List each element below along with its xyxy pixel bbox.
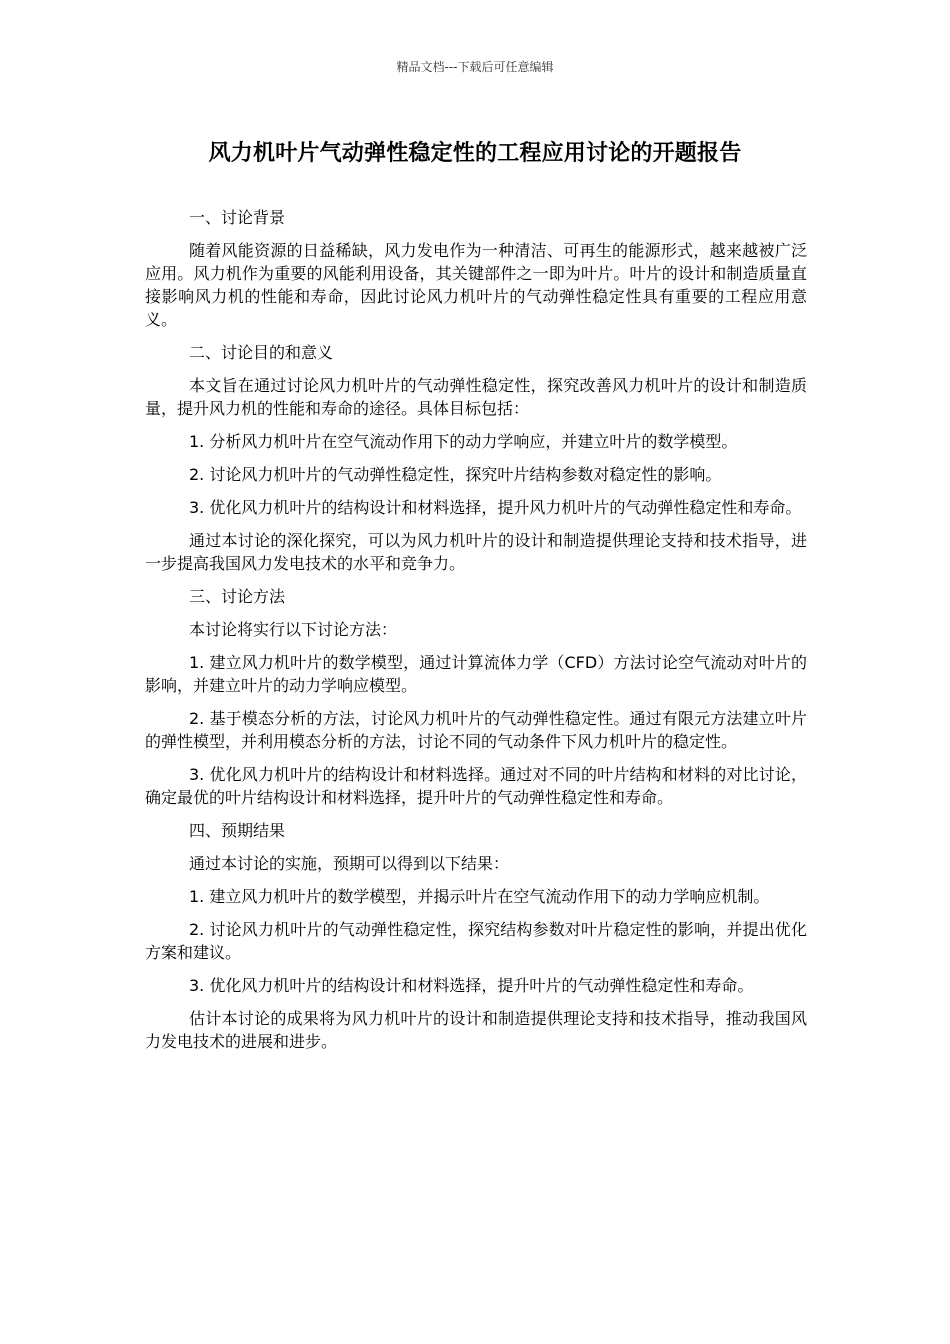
paragraph-results-intro: 通过本讨论的实施，预期可以得到以下结果：: [189, 854, 510, 873]
paragraph-method-intro: 本讨论将实行以下讨论方法：: [189, 620, 398, 639]
list-item-results-3: 3. 优化风力机叶片的结构设计和材料选择，提升叶片的气动弹性稳定性和寿命。: [189, 976, 754, 995]
paragraph-results-conclusion: 估计本讨论的成果将为风力机叶片的设计和制造提供理论支持和技术指导，推动我国风力发电技术的进展和进步。: [145, 1009, 807, 1051]
list-item-method-2: 2. 基于模态分析的方法，讨论风力机叶片的气动弹性稳定性。通过有限元方法建立叶片的弹性模型，并利用模态分析的方法，讨论不同的气动条件下风力机叶片的稳定性。: [145, 709, 807, 751]
section-heading-purpose: 二、讨论目的和意义: [189, 343, 334, 362]
paragraph-background: 随着风能资源的日益稀缺，风力发电作为一种清洁、可再生的能源形式，越来越被广泛应用。风力机作为重要的风能利用设备，其关键部件之一即为叶片。叶片的设计和制造质量直接影响风力机的性能和寿命，因此讨论风力机叶片的气动弹性稳定性具有重要的工程应用意义。: [145, 241, 807, 329]
paragraph-purpose-conclusion: 通过本讨论的深化探究，可以为风力机叶片的设计和制造提供理论支持和技术指导，进一步提高我国风力发电技术的水平和竞争力。: [145, 531, 807, 573]
list-item-purpose-1: 1. 分析风力机叶片在空气流动作用下的动力学响应，并建立叶片的数学模型。: [189, 432, 738, 451]
list-item-purpose-2: 2. 讨论风力机叶片的气动弹性稳定性，探究叶片结构参数对稳定性的影响。: [189, 465, 722, 484]
list-item-method-1: 1. 建立风力机叶片的数学模型，通过计算流体力学（CFD）方法讨论空气流动对叶片的影响，并建立叶片的动力学响应模型。: [145, 653, 807, 695]
list-item-results-1: 1. 建立风力机叶片的数学模型，并揭示叶片在空气流动作用下的动力学响应机制。: [189, 887, 770, 906]
list-item-results-2: 2. 讨论风力机叶片的气动弹性稳定性，探究结构参数对叶片稳定性的影响，并提出优化方案和建议。: [145, 920, 807, 962]
list-item-method-3: 3. 优化风力机叶片的结构设计和材料选择。通过对不同的叶片结构和材料的对比讨论，确定最优的叶片结构设计和材料选择，提升叶片的气动弹性稳定性和寿命。: [145, 765, 807, 807]
section-heading-background: 一、讨论背景: [189, 208, 286, 227]
document-title: 风力机叶片气动弹性稳定性的工程应用讨论的开题报告: [208, 141, 742, 166]
list-item-purpose-3: 3. 优化风力机叶片的结构设计和材料选择，提升风力机叶片的气动弹性稳定性和寿命。: [189, 498, 802, 517]
document-body: [145, 206, 807, 1063]
paragraph-purpose-intro: 本文旨在通过讨论风力机叶片的气动弹性稳定性，探究改善风力机叶片的设计和制造质量，提升风力机的性能和寿命的途径。具体目标包括：: [145, 376, 807, 418]
section-heading-results: 四、预期结果: [189, 821, 286, 840]
section-heading-method: 三、讨论方法: [189, 587, 286, 606]
header-note: 精品文档---下载后可任意编辑: [396, 60, 554, 74]
